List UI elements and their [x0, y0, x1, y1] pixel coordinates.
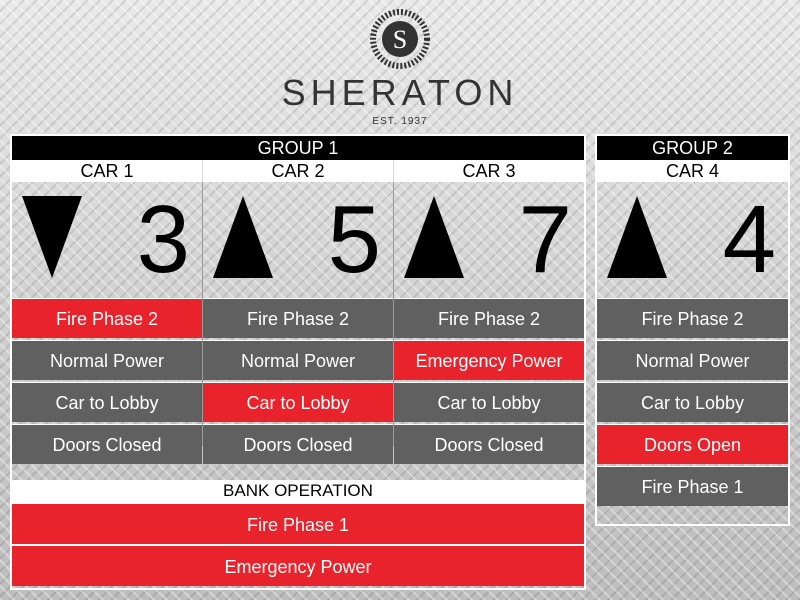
- car-1-floor: 3: [136, 186, 190, 293]
- car-1-fire-phase-2[interactable]: Fire Phase 2: [12, 298, 202, 338]
- car-4-floor: 4: [722, 186, 776, 293]
- car-3-fire-phase-2[interactable]: Fire Phase 2: [394, 298, 584, 338]
- group-1-panel: [10, 134, 586, 590]
- group-2-panel: [595, 134, 790, 526]
- car-2-car-to-lobby[interactable]: Car to Lobby: [203, 382, 393, 422]
- car-1-doors-closed[interactable]: Doors Closed: [12, 424, 202, 464]
- car-3-column: [394, 182, 584, 455]
- car-1-car-to-lobby[interactable]: Car to Lobby: [12, 382, 202, 422]
- car-4-doors-open[interactable]: Doors Open: [597, 424, 788, 464]
- car-2-display: [203, 182, 393, 298]
- car-2-column: [203, 182, 393, 455]
- car-3-up-arrow-icon: [404, 196, 464, 278]
- bank-fire-phase-1-button[interactable]: Fire Phase 1: [12, 502, 584, 544]
- car-3-display: [394, 182, 584, 298]
- car-2-up-arrow-icon: [213, 196, 273, 278]
- car-3-label: CAR 3: [394, 160, 584, 182]
- car-1-normal-power[interactable]: Normal Power: [12, 340, 202, 380]
- sheraton-emblem-icon: [366, 8, 434, 70]
- car-3-car-to-lobby[interactable]: Car to Lobby: [394, 382, 584, 422]
- group-2-title: GROUP 2: [597, 136, 788, 160]
- car-4-fire-phase-1[interactable]: Fire Phase 1: [597, 466, 788, 506]
- car-3-floor: 7: [518, 186, 572, 293]
- car-2-floor: 5: [327, 186, 381, 293]
- sheraton-logo: [0, 0, 800, 132]
- car-1-display: [12, 182, 202, 298]
- car-1-label: CAR 1: [12, 160, 202, 182]
- emblem-letter: S: [392, 25, 408, 54]
- car-4-label: CAR 4: [597, 160, 788, 182]
- car-1-column: [12, 182, 202, 455]
- bank-emergency-power-button[interactable]: Emergency Power: [12, 544, 584, 586]
- brand-name: SHERATON: [281, 72, 519, 113]
- car-4-column: [597, 182, 788, 524]
- car-2-fire-phase-2[interactable]: Fire Phase 2: [203, 298, 393, 338]
- car-4-up-arrow-icon: [607, 196, 667, 278]
- car-4-fire-phase-2[interactable]: Fire Phase 2: [597, 298, 788, 338]
- car-3-doors-closed[interactable]: Doors Closed: [394, 424, 584, 464]
- brand-tagline: EST. 1937: [372, 116, 428, 127]
- car-2-label: CAR 2: [203, 160, 393, 182]
- car-2-normal-power[interactable]: Normal Power: [203, 340, 393, 380]
- car-4-display: [597, 182, 788, 298]
- car-4-car-to-lobby[interactable]: Car to Lobby: [597, 382, 788, 422]
- car-4-normal-power[interactable]: Normal Power: [597, 340, 788, 380]
- car-1-down-arrow-icon: [22, 196, 82, 278]
- car-2-doors-closed[interactable]: Doors Closed: [203, 424, 393, 464]
- car-3-emergency-power[interactable]: Emergency Power: [394, 340, 584, 380]
- bank-operation-label: BANK OPERATION: [12, 480, 584, 502]
- group-1-title: GROUP 1: [12, 136, 584, 160]
